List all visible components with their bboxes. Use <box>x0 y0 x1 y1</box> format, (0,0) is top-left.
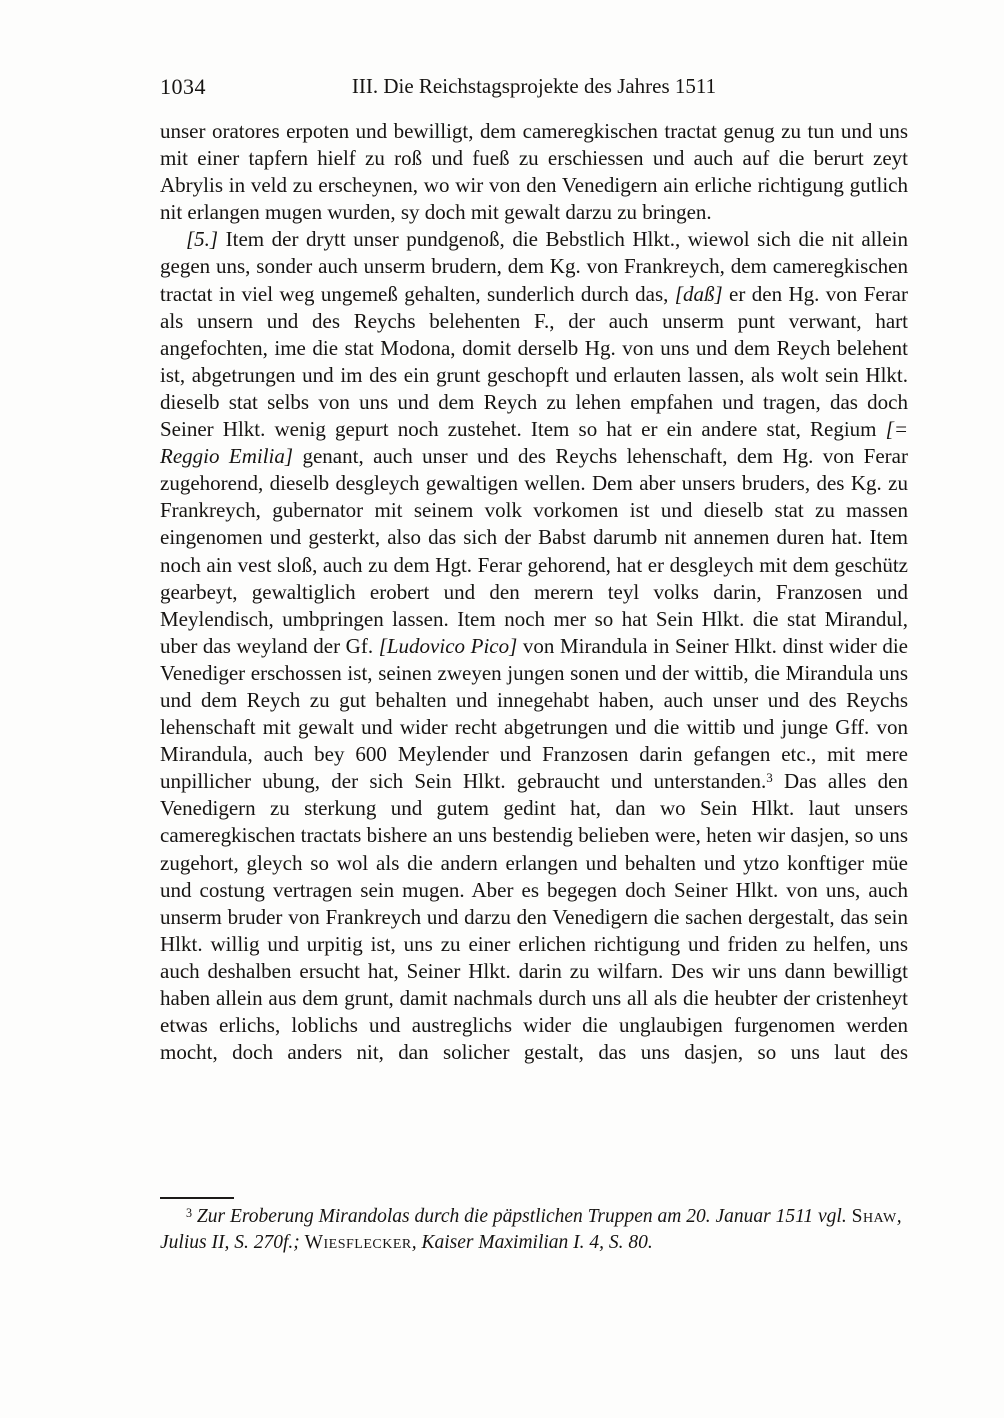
text-segment: [5.] <box>186 227 219 252</box>
text-segment: Das alles den Venedigern zu sterkung und gutem gedint hat, dan wo Sein Hlkt. laut unsers cameregkischen tractats bishere an uns bestendig belieben were, heten wir dasjen, so uns zugehort, gleych so wol als die andern erlangen und behalten und ytzo konftiger müe und costung vertragen sein mugen. Aber es begegen doch Seiner Hlkt. von uns, auch unserm bruder von Frankreych und darzu den Venedigern die sachen dergestalt, das sein Hlkt. willig und urpitig ist, uns zu einer erlichen richtigung und friden zu helfen, uns auch deshalben ersucht hat, Seiner Hlkt. darin zu wilfarn. Des wir uns dann bewilligt haben allein aus dem grunt, damit nachmals durch uns all als die heubter der cristenheyt etwas erlichs, loblichs und austreglichs wider die unglaubigen furgenomen werden mocht, doch anders nit, dan solicher gestalt, das uns dasjen, so uns laut des <box>160 769 909 1065</box>
footnote-reference: 3 <box>186 1205 193 1220</box>
page-number: 1034 <box>160 74 206 99</box>
text-segment: er den Hg. von Ferar als unsern und des Reychs belehenten F., der auch unserm punt verwant, hart angefochten, ime die stat Modona, domit derselb Hg. von uns und dem Reych belehent ist, abgetrungen und im des ein grunt geschopft und erlauten lassen, als wolt sein Hlkt. dieselb stat selbs von uns und dem Reych zu lehen empfahen und tragen, das doch Seiner Hlkt. wenig gepurt noch zustehet. Item so hat er ein andere stat, Regium <box>160 281 909 442</box>
text-segment: unser oratores erpoten und bewilligt, dem cameregkischen tractat genug zu tun und uns mit einer tapfern hielf zu roß und fueß zu erschiessen und auch auf die berurt zeyt Abrylis in veld zu erscheynen, wo wir von den Venedigern ain erliche richtigung gutlich nit erlangen mugen wurden, sy doch mit gewalt darzu zu bringen. <box>160 119 908 225</box>
text-segment: Wiesflecker <box>304 1232 412 1253</box>
footnote <box>160 1197 908 1256</box>
text-segment: von Mirandula in Seiner Hlkt. dinst wider die Venediger erschossen ist, seinen zweyen jungen sonen und der wittib, die Mirandula uns und dem Reych zu gut behalten und innegehabt haben, auch unser und des Reychs lehenschaft mit gewalt und wider recht abgetrungen und die wittib und junge Gff. von Mirandula, auch bey 600 Meylender und Franzosen darin gefangen etc., mit mere unpillicher ubung, der sich Sein Hlkt. gebraucht und unterstanden. <box>160 633 908 794</box>
text-segment: genant, auch unser und des Reychs lehenschaft, dem Hg. von Ferar zugehorend, dieselb desgleych gewaltigen wellen. Dem aber unsers bruders, des Kg. zu Frankreych, gubernator mit seinem volk vorkomen ist und dieselb stat zu massen eingenomen und gesterkt, also das sich der Babst darumb nit annemen duren hat. Item noch ain vest sloß, auch zu dem Hgt. Ferar gehorend, hat er desgleych mit dem geschütz gearbeyt, gewaltiglich erobert und den merern teyl volks darin, Franzosen und Meylendisch, umbpringen lassen. Item noch mer so hat Sein Hlkt. die stat Mirandul, uber das weyland der Gf. <box>160 444 908 658</box>
text-segment: Shaw <box>851 1206 897 1227</box>
page-header <box>160 74 908 102</box>
text-segment: , Julius II, S. 270f.; <box>160 1206 902 1253</box>
text-segment: , Kaiser Maximilian I. 4, S. 80. <box>411 1232 653 1253</box>
paragraph <box>160 118 908 226</box>
text-segment: [Ludovico Pico] <box>378 633 518 658</box>
body-text <box>160 118 908 1066</box>
footnote-separator <box>160 1197 234 1199</box>
running-title: III. Die Reichstagsprojekte des Jahres 1511 <box>351 74 717 98</box>
text-segment: [daß] <box>674 281 723 306</box>
text-segment: Zur Eroberung Mirandolas durch die päpstlichen Truppen am 20. Januar 1511 vgl. <box>192 1206 852 1227</box>
footnote-reference: 3 <box>766 770 773 786</box>
paragraph <box>160 226 908 1066</box>
text-segment: Item der drytt unser pundgenoß, die Bebstlich Hlkt., wiewol sich die nit allein gegen uns, sonder auch unserm brudern, dem Kg. von Frankreych, dem cameregkischen tractat in viel weg ungemeß gehalten, sunderlich durch das, <box>160 227 908 306</box>
footnote-text <box>160 1204 908 1256</box>
text-segment: [= Reggio Emilia] <box>160 417 908 469</box>
